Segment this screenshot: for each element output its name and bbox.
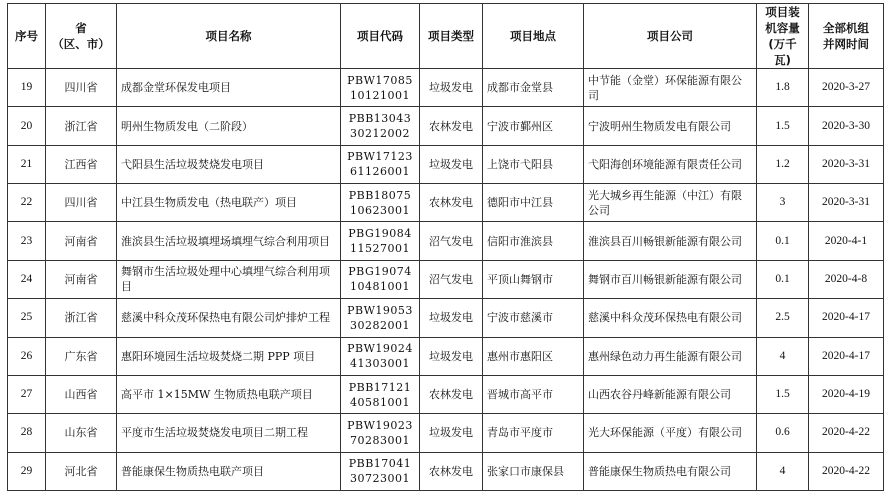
cell-code: PBB1304330212002 [341,107,420,145]
cell-capacity: 0.1 [757,260,809,298]
cell-seq: 28 [8,414,46,452]
cell-name: 弋阳县生活垃圾焚烧发电项目 [117,145,341,183]
cell-type: 垃圾发电 [420,414,483,452]
cell-date: 2020-3-27 [809,69,884,107]
cell-location: 德阳市中江县 [483,184,584,222]
table-row [8,69,884,107]
cell-province: 江西省 [46,145,117,183]
cell-province: 河南省 [46,222,117,260]
cell-name: 平度市生活垃圾焚烧发电项目二期工程 [117,414,341,452]
cell-type: 农林发电 [420,375,483,413]
cell-capacity: 1.8 [757,69,809,107]
cell-province: 浙江省 [46,299,117,337]
cell-date: 2020-3-31 [809,145,884,183]
cell-type: 沼气发电 [420,222,483,260]
cell-location: 惠州市惠阳区 [483,337,584,375]
cell-date: 2020-4-19 [809,375,884,413]
cell-type: 农林发电 [420,107,483,145]
cell-code: PBW1708510121001 [341,69,420,107]
cell-type: 垃圾发电 [420,337,483,375]
table-row [8,375,884,413]
cell-code: PBW1902441303001 [341,337,420,375]
cell-location: 上饶市弋阳县 [483,145,584,183]
cell-province: 山西省 [46,375,117,413]
header-company: 项目公司 [584,4,757,69]
header-name: 项目名称 [117,4,341,69]
cell-type: 垃圾发电 [420,69,483,107]
cell-name: 舞钢市生活垃圾处理中心填埋气综合利用项目 [117,260,341,298]
cell-company: 光大环保能源（平度）有限公司 [584,414,757,452]
cell-seq: 29 [8,452,46,490]
cell-name: 淮滨县生活垃圾填埋场填埋气综合利用项目 [117,222,341,260]
cell-company: 宁波明州生物质发电有限公司 [584,107,757,145]
header-date: 全部机组 并网时间 [809,4,884,69]
cell-province: 四川省 [46,69,117,107]
cell-name: 惠阳环境园生活垃圾焚烧二期 PPP 项目 [117,337,341,375]
cell-company: 普能康保生物质热电有限公司 [584,452,757,490]
header-capacity: 项目装 机容量 (万千瓦) [757,4,809,69]
cell-company: 舞钢市百川畅银新能源有限公司 [584,260,757,298]
cell-location: 宁波市鄞州区 [483,107,584,145]
cell-date: 2020-4-22 [809,414,884,452]
cell-name: 成都金堂环保发电项目 [117,69,341,107]
cell-date: 2020-4-17 [809,337,884,375]
cell-code: PBG1907410481001 [341,260,420,298]
cell-province: 广东省 [46,337,117,375]
cell-seq: 23 [8,222,46,260]
cell-seq: 20 [8,107,46,145]
cell-location: 张家口市康保县 [483,452,584,490]
cell-name: 中江县生物质发电（热电联产）项目 [117,184,341,222]
cell-location: 成都市金堂县 [483,69,584,107]
cell-seq: 26 [8,337,46,375]
header-row [8,4,884,69]
cell-capacity: 3 [757,184,809,222]
cell-company: 淮滨县百川畅银新能源有限公司 [584,222,757,260]
cell-company: 慈溪中科众茂环保热电有限公司 [584,299,757,337]
cell-province: 河南省 [46,260,117,298]
cell-name: 高平市 1×15MW 生物质热电联产项目 [117,375,341,413]
cell-code: PBG1908411527001 [341,222,420,260]
cell-company: 弋阳海创环境能源有限责任公司 [584,145,757,183]
cell-seq: 24 [8,260,46,298]
cell-location: 平顶山舞钢市 [483,260,584,298]
cell-location: 青岛市平度市 [483,414,584,452]
cell-company: 惠州绿色动力再生能源有限公司 [584,337,757,375]
cell-capacity: 0.1 [757,222,809,260]
cell-date: 2020-4-8 [809,260,884,298]
projects-table [7,3,884,491]
table-row [8,145,884,183]
cell-capacity: 2.5 [757,299,809,337]
cell-code: PBW1905330282001 [341,299,420,337]
header-code: 项目代码 [341,4,420,69]
cell-capacity: 1.2 [757,145,809,183]
cell-type: 农林发电 [420,184,483,222]
header-location: 项目地点 [483,4,584,69]
cell-code: PBW1902370283001 [341,414,420,452]
cell-location: 晋城市高平市 [483,375,584,413]
cell-type: 农林发电 [420,452,483,490]
cell-date: 2020-3-30 [809,107,884,145]
table-row [8,222,884,260]
table-row [8,260,884,298]
cell-code: PBW1712361126001 [341,145,420,183]
cell-capacity: 1.5 [757,375,809,413]
cell-location: 宁波市慈溪市 [483,299,584,337]
cell-seq: 22 [8,184,46,222]
header-province: 省 （区、市） [46,4,117,69]
cell-province: 浙江省 [46,107,117,145]
cell-seq: 19 [8,69,46,107]
cell-code: PBB1704130723001 [341,452,420,490]
cell-name: 明州生物质发电（二阶段） [117,107,341,145]
cell-province: 山东省 [46,414,117,452]
table-row [8,299,884,337]
cell-code: PBB1712140581001 [341,375,420,413]
table-row [8,337,884,375]
table-row [8,452,884,490]
cell-code: PBB1807510623001 [341,184,420,222]
cell-name: 慈溪中科众茂环保热电有限公司炉排炉工程 [117,299,341,337]
cell-date: 2020-4-1 [809,222,884,260]
cell-capacity: 4 [757,337,809,375]
cell-province: 四川省 [46,184,117,222]
table-row [8,107,884,145]
cell-seq: 21 [8,145,46,183]
header-type: 项目类型 [420,4,483,69]
cell-province: 河北省 [46,452,117,490]
cell-capacity: 0.6 [757,414,809,452]
header-seq: 序号 [8,4,46,69]
cell-date: 2020-3-31 [809,184,884,222]
cell-seq: 27 [8,375,46,413]
cell-date: 2020-4-22 [809,452,884,490]
table-row [8,184,884,222]
cell-capacity: 4 [757,452,809,490]
cell-name: 普能康保生物质热电联产项目 [117,452,341,490]
cell-company: 山西农谷丹峰新能源有限公司 [584,375,757,413]
cell-type: 沼气发电 [420,260,483,298]
table-row [8,414,884,452]
cell-company: 中节能（金堂）环保能源有限公司 [584,69,757,107]
cell-type: 垃圾发电 [420,299,483,337]
cell-seq: 25 [8,299,46,337]
cell-type: 垃圾发电 [420,145,483,183]
cell-date: 2020-4-17 [809,299,884,337]
cell-capacity: 1.5 [757,107,809,145]
cell-location: 信阳市淮滨县 [483,222,584,260]
cell-company: 光大城乡再生能源（中江）有限公司 [584,184,757,222]
